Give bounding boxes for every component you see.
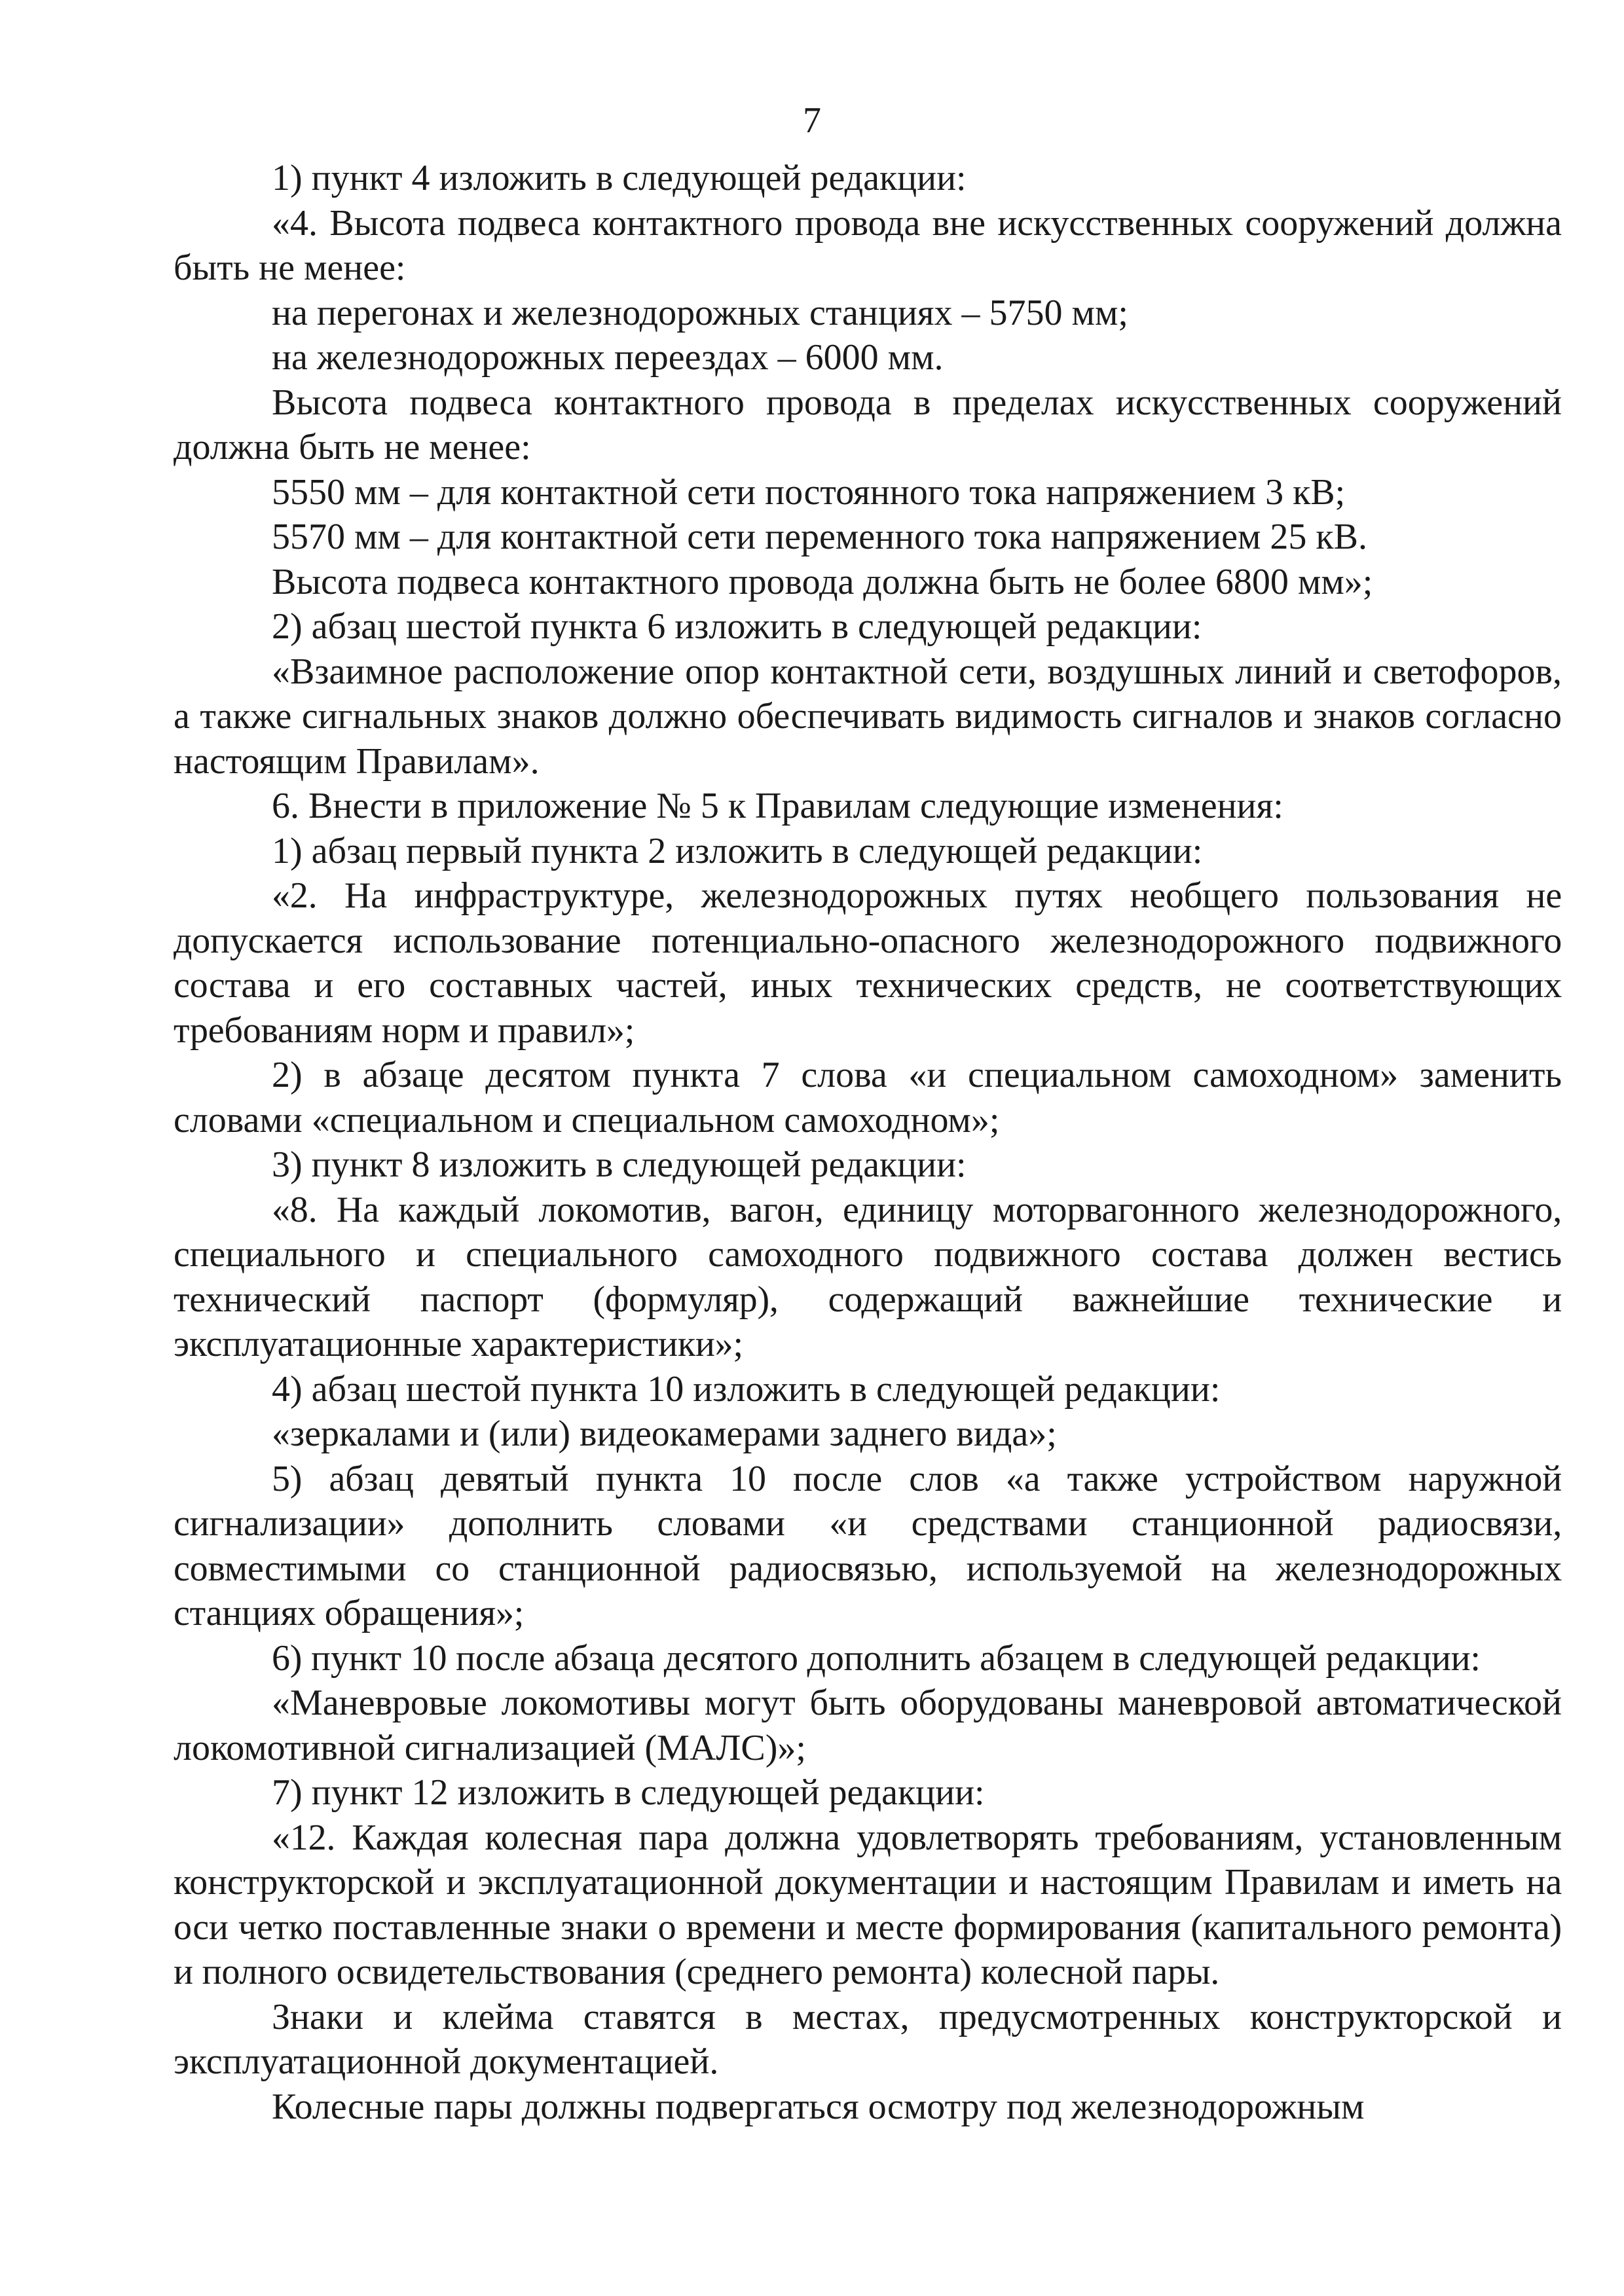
paragraph: 2) в абзаце десятом пункта 7 слова «и специальном самоходном» заменить словами «специальном и специальном самоходном»; — [174, 1055, 1562, 1140]
paragraph: 4) абзац шестой пункта 10 изложить в следующей редакции: — [272, 1368, 1221, 1410]
paragraph: 5570 мм – для контактной сети переменного тока напряжением 25 кВ. — [272, 517, 1367, 557]
paragraph: «2. На инфраструктуре, железнодорожных путях необщего пользования не допускается использование потенциально-опасного железнодорожного подвижного состава и его составных частей, иных технических средств, не соответствующих требованиям норм и правил»; — [174, 875, 1562, 1051]
page-number: 7 — [803, 100, 821, 141]
paragraph: «зеркалами и (или) видеокамерами заднего вида»; — [272, 1413, 1057, 1454]
paragraph: «12. Каждая колесная пара должна удовлетворять требованиям, установленным конструкторской и эксплуатационной документации и настоящим Правилам и иметь на оси четко поставленные знаки о времени и месте формирования (капитального ремонта) и полного освидетельствования (среднего ремонта) колесной пары. — [174, 1817, 1562, 1992]
paragraph: «Взаимное расположение опор контактной сети, воздушных линий и светофоров, а также сигнальных знаков должно обеспечивать видимость сигналов и знаков согласно настоящим Правилам». — [174, 651, 1562, 782]
paragraph: 2) абзац шестой пункта 6 изложить в следующей редакции: — [272, 606, 1202, 647]
paragraph: «Маневровые локомотивы могут быть оборудованы маневровой автоматической локомотивной сигнализацией (МАЛС)»; — [174, 1683, 1562, 1768]
paragraph: «8. На каждый локомотив, вагон, единицу моторвагонного железнодорожного, специального и специального самоходного подвижного состава должен вестись технический паспорт (формуляр), содержащий важнейшие технические и эксплуатационные характеристики»; — [174, 1189, 1562, 1364]
paragraph: Колесные пары должны подвергаться осмотру под железнодорожным — [272, 2086, 1365, 2127]
paragraph: 5) абзац девятый пункта 10 после слов «а также устройством наружной сигнализации» дополнить словами «и средствами станционной радиосвязи, совместимыми со станционной радиосвязью, используемой на железнодорожных станциях обращения»; — [174, 1458, 1562, 1633]
paragraph: 6) пункт 10 после абзаца десятого дополнить абзацем в следующей редакции: — [272, 1637, 1481, 1679]
document-body — [174, 156, 1562, 2129]
paragraph: «4. Высота подвеса контактного провода вне искусственных сооружений должна быть не менее: — [174, 202, 1562, 288]
paragraph: 3) пункт 8 изложить в следующей редакции: — [272, 1144, 967, 1185]
paragraph: 7) пункт 12 изложить в следующей редакции: — [272, 1772, 985, 1813]
paragraph: Высота подвеса контактного провода должна быть не более 6800 мм»; — [272, 561, 1373, 602]
paragraph: Знаки и клейма ставятся в местах, предусмотренных конструкторской и эксплуатационной документацией. — [174, 1996, 1562, 2082]
paragraph: Высота подвеса контактного провода в пределах искусственных сооружений должна быть не менее: — [174, 382, 1562, 467]
paragraph: 5550 мм – для контактной сети постоянного тока напряжением 3 кВ; — [272, 471, 1346, 513]
paragraph: на перегонах и железнодорожных станциях – 5750 мм; — [272, 292, 1128, 333]
paragraph: 1) абзац первый пункта 2 изложить в следующей редакции: — [272, 830, 1203, 871]
paragraph: 1) пункт 4 изложить в следующей редакции: — [272, 158, 967, 198]
paragraph: на железнодорожных переездах – 6000 мм. — [272, 337, 944, 378]
paragraph: 6. Внести в приложение № 5 к Правилам следующие изменения: — [272, 786, 1283, 826]
